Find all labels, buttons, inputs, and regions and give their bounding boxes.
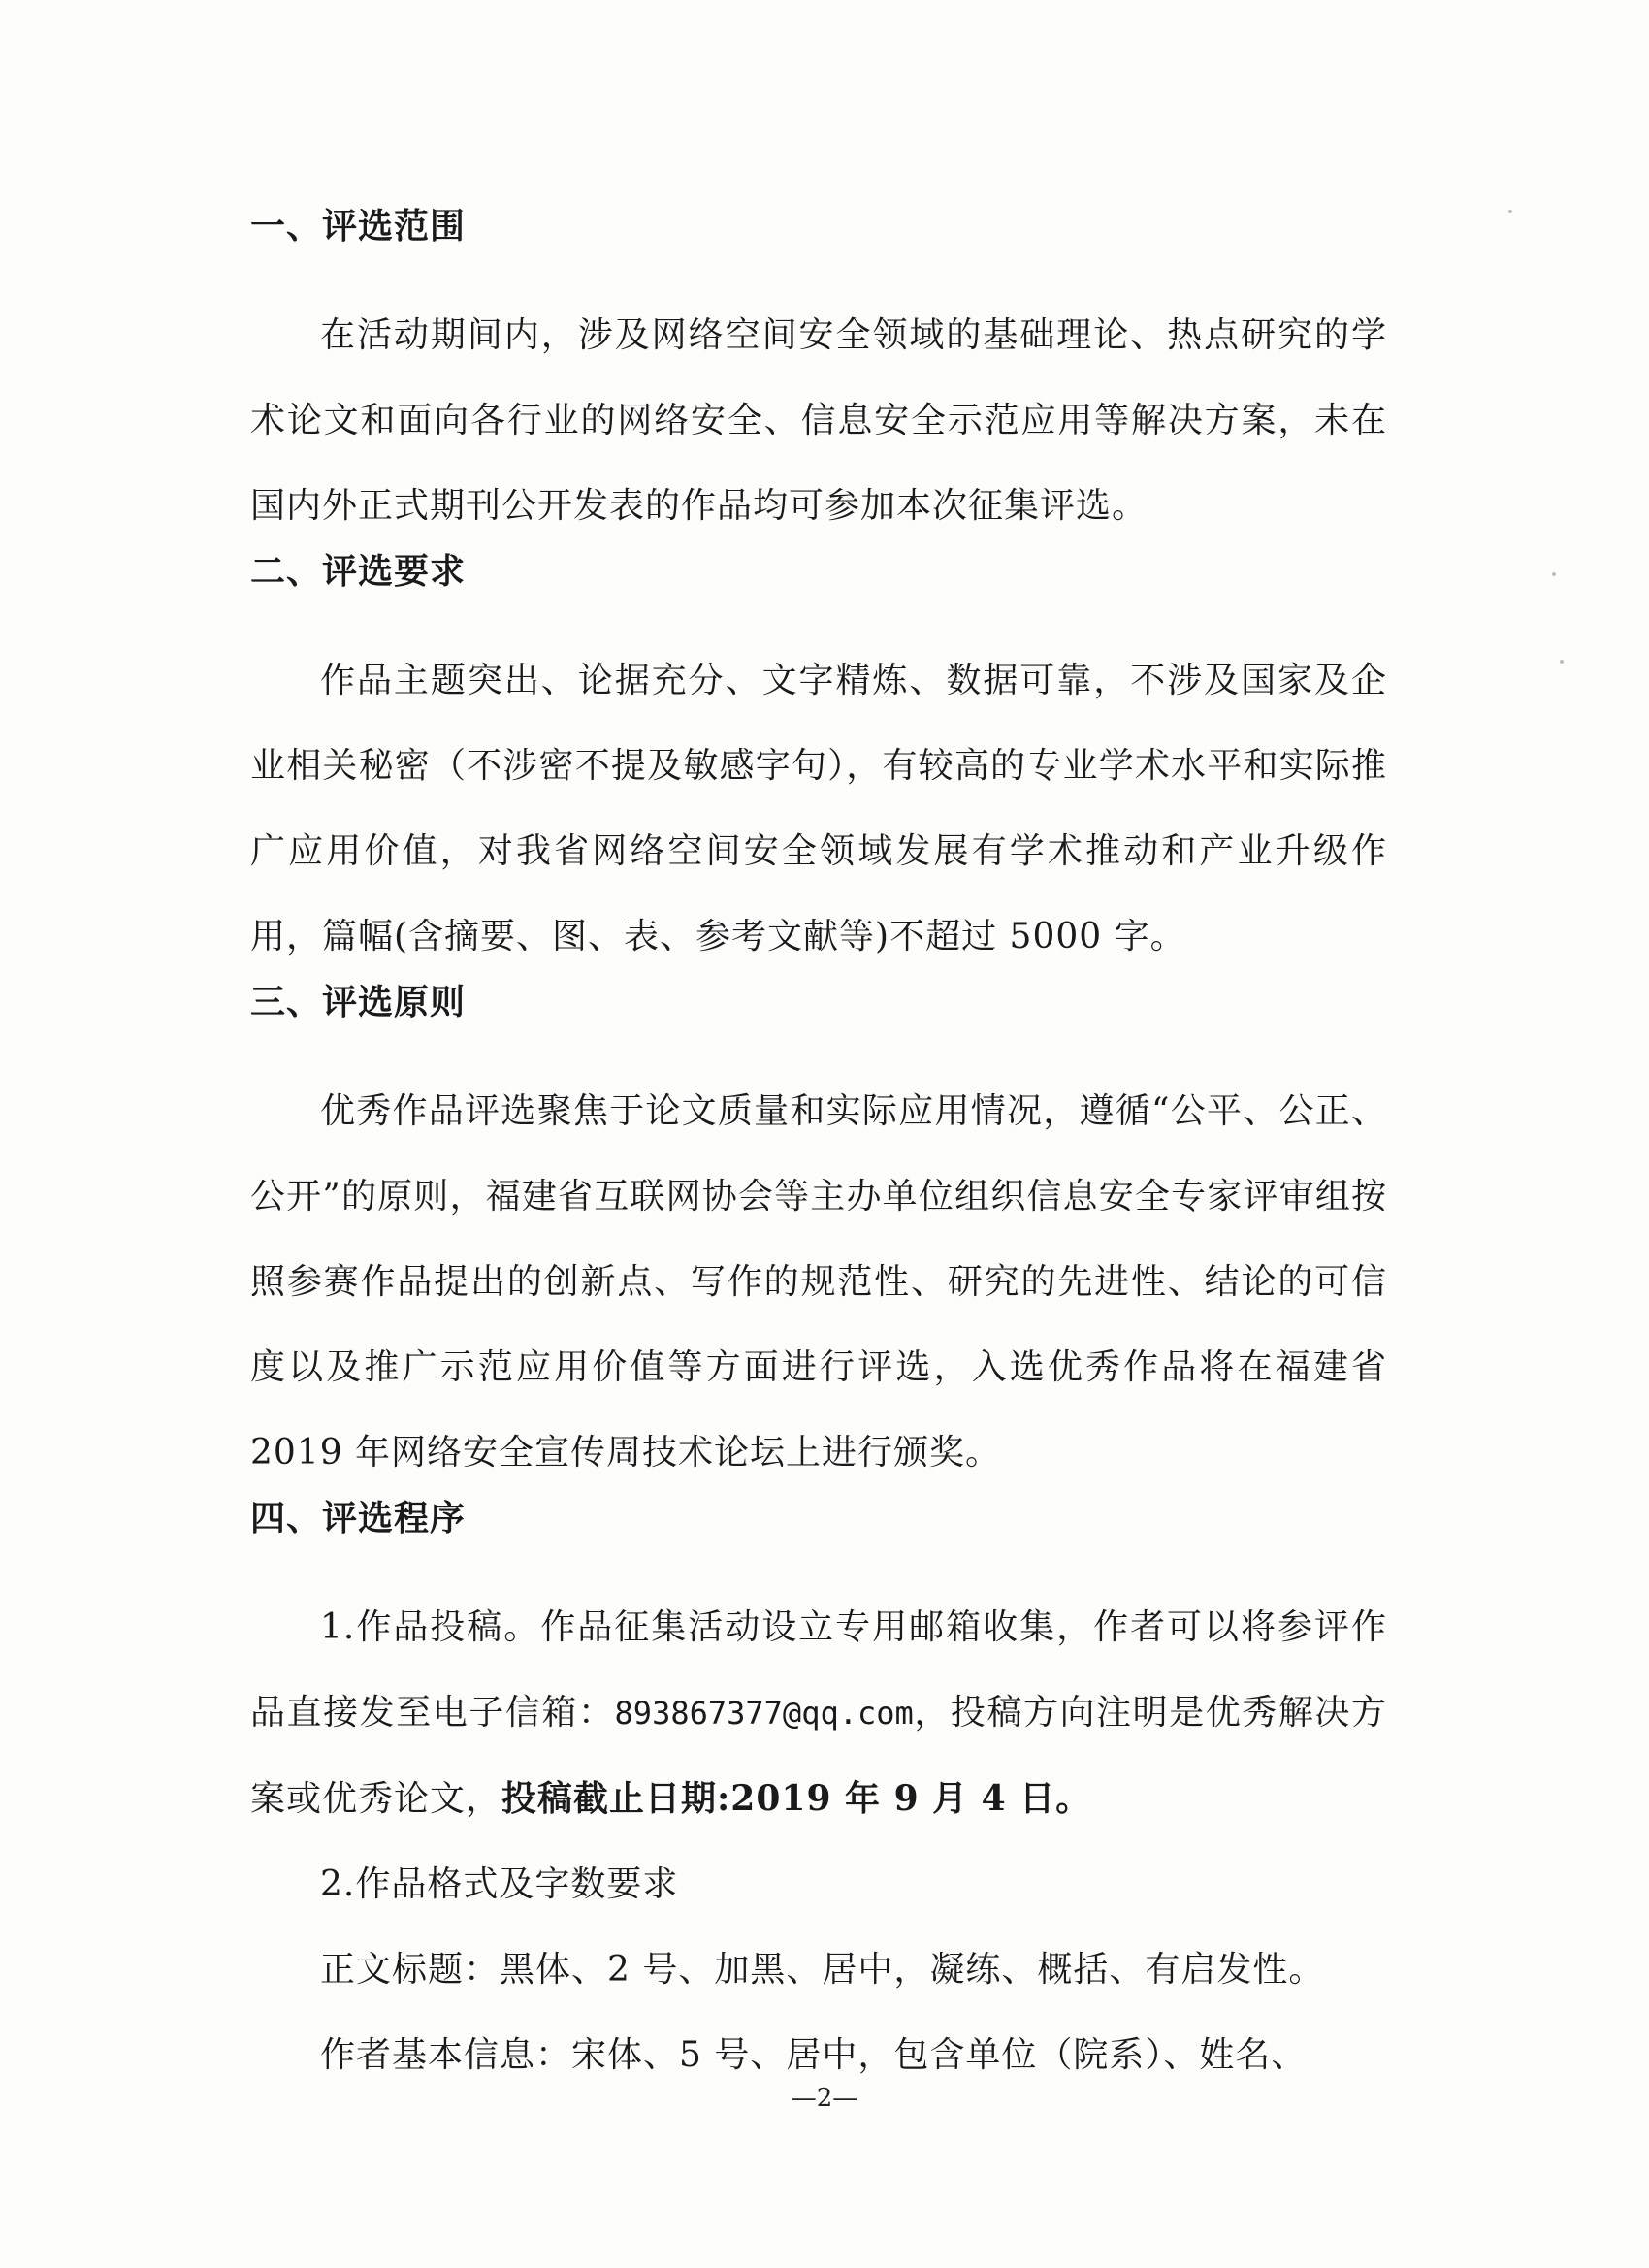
section-heading: 三、评选原则 (250, 983, 467, 1022)
procedure-item-title-format: 正文标题：黑体、2 号、加黑、居中，凝练、概括、有启发性。 (320, 1950, 1325, 1990)
section-heading: 二、评选要求 (250, 552, 467, 592)
scan-speck (1560, 660, 1564, 664)
section-paragraph: 作品主题突出、论据充分、文字精炼、数据可靠，不涉及国家及企业相关秘密（不涉密不提及敏感字句），有较高的专业学术水平和实际推广应用价值，对我省网络空间安全领域发展有学术推动和产业升级作用，篇幅(含摘要、图、表、参考文献等)不超过 5000 字。 (250, 661, 1387, 956)
scan-speck (1508, 210, 1512, 213)
section-paragraph: 优秀作品评选聚焦于论文质量和实际应用情况，遵循“公平、公正、公开”的原则，福建省互联网协会等主办单位组织信息安全专家评审组按照参赛作品提出的创新点、写作的规范性、研究的先进性、结论的可信度以及推广示范应用价值等方面进行评选，入选优秀作品将在福建省 2019 年网络安全宣传周技术论坛上进行颁奖。 (250, 1091, 1387, 1473)
submission-text: 1.作品投稿。作品征集活动设立专用邮箱收集，作者可以将参评作品直接发至电子信箱： (250, 1607, 1387, 1733)
section-requirements (250, 549, 1387, 980)
section-heading: 四、评选程序 (250, 1499, 467, 1539)
section-paragraph: 在活动期间内，涉及网络空间安全领域的基础理论、热点研究的学术论文和面向各行业的网络安全、信息安全示范应用等解决方案，未在国内外正式期刊公开发表的作品均可参加本次征集评选。 (250, 315, 1387, 526)
procedure-item-author-info: 作者基本信息：宋体、5 号、居中，包含单位（院系）、姓名、 (320, 2035, 1308, 2075)
section-procedure (250, 1496, 1387, 2098)
section-principles (250, 980, 1387, 1496)
submission-note: ，投稿方向注明是优秀解决方案或优秀论文， (250, 1693, 1387, 1819)
procedure-item-format: 2.作品格式及字数要求 (320, 1864, 679, 1904)
scan-speck (1552, 572, 1556, 576)
section-scope (250, 204, 1387, 549)
page-number: —2— (791, 2084, 858, 2113)
submission-deadline: 投稿截止日期:2019 年 9 月 4 日。 (501, 1778, 1092, 1819)
section-heading: 一、评选范围 (250, 207, 467, 246)
submission-email: 893867377@qq.com (614, 1695, 914, 1732)
document-body (250, 204, 1387, 2098)
procedure-item-submission (250, 1585, 1387, 1842)
